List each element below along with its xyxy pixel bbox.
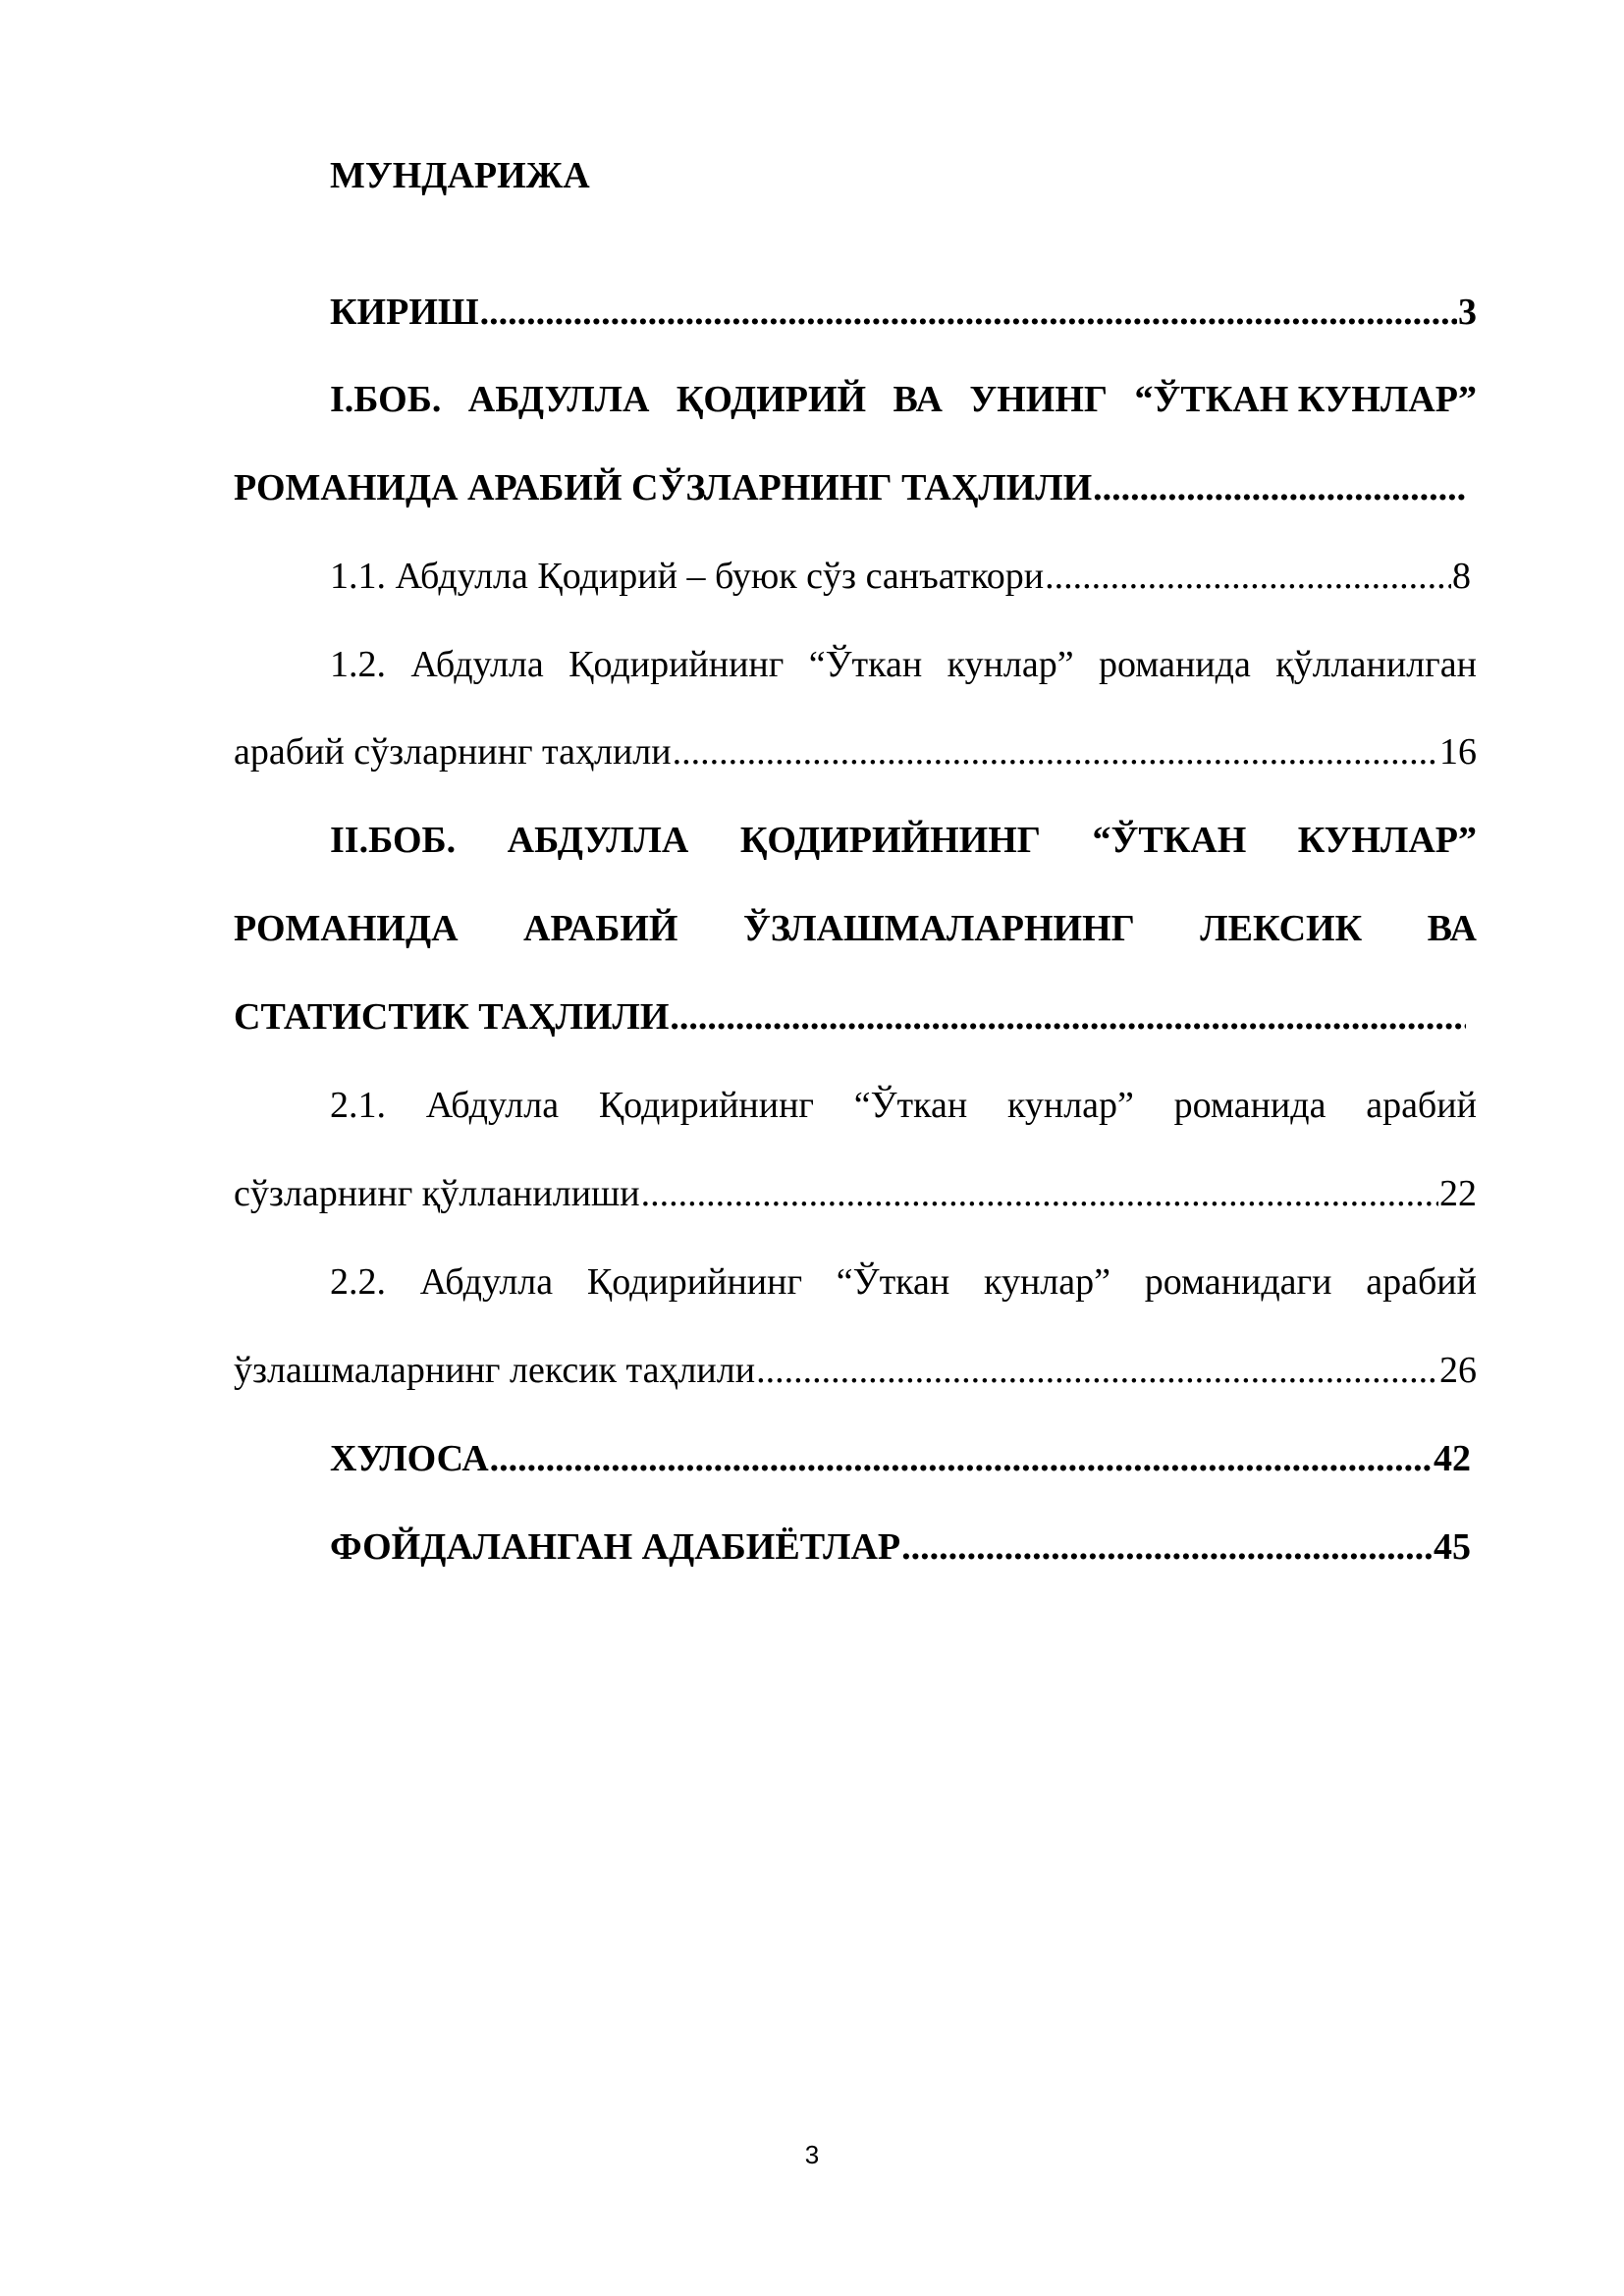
chapter2-word: АРАБИЙ (523, 908, 678, 949)
chapter1-word: “ЎТКАН КУНЛАР” (1134, 379, 1477, 420)
toc-word: “Ўткан (808, 644, 923, 685)
toc-word: қўлланилган (1275, 644, 1477, 685)
chapter1-title-line2 (234, 464, 1467, 511)
toc-entry-label: 1.1. Абдулла Қодирий – буюк сўз санъаткори (330, 556, 1045, 597)
toc-word: Абдулла (425, 1085, 560, 1126)
toc-entry-2-1-line2 (234, 1170, 1477, 1217)
chapter1-word: ҚОДИРИЙ (676, 379, 867, 420)
toc-word: арабий (1366, 1085, 1477, 1126)
toc-entry-1-2-line2 (234, 728, 1477, 775)
toc-entry-2-2-line2 (234, 1347, 1477, 1394)
chapter2-title-line1 (330, 817, 1477, 864)
toc-word: 1.2. (330, 644, 386, 685)
chapter2-word: ВА (1427, 908, 1477, 949)
chapter2-word: КУНЛАР” (1297, 820, 1477, 861)
chapter2-title-line2 (234, 905, 1477, 952)
toc-entry-label: ўзлашмаларнинг лексик таҳлили (234, 1350, 756, 1391)
chapter2-word: II.БОБ. (330, 820, 457, 861)
toc-entry-conclusion (330, 1435, 1471, 1482)
toc-word: Абдулла (410, 644, 544, 685)
toc-word: кунлар” (947, 644, 1074, 685)
dot-leader (490, 1435, 1433, 1482)
chapter1-word: АБДУЛЛА (467, 379, 650, 420)
toc-page-number: 22 (1439, 1173, 1477, 1214)
toc-word: Абдулла (419, 1261, 554, 1303)
toc-word: кунлар” (1006, 1085, 1134, 1126)
toc-page-number: 45 (1434, 1526, 1471, 1568)
toc-entry-2-2-line1 (330, 1258, 1477, 1306)
dot-leader (670, 993, 1466, 1041)
chapter2-word: ЛЕКСИК (1200, 908, 1363, 949)
toc-word: романидаги (1144, 1261, 1332, 1303)
toc-word: Қодирийнинг (568, 644, 785, 685)
chapter1-title-text: РОМАНИДА АРАБИЙ СЎЗЛАРНИНГ ТАҲЛИЛИ (234, 467, 1093, 508)
dot-leader (901, 1523, 1433, 1571)
toc-entry-references (330, 1523, 1471, 1571)
toc-word: кунлар” (984, 1261, 1110, 1303)
chapter2-word: ЎЗЛАШМАЛАРНИНГ (742, 908, 1135, 949)
dot-leader (641, 1170, 1438, 1217)
chapter2-word: “ЎТКАН (1092, 820, 1247, 861)
chapter2-word: АБДУЛЛА (507, 820, 689, 861)
toc-entry-label: ФОЙДАЛАНГАН АДАБИЁТЛАР (330, 1526, 901, 1568)
page-number: 3 (804, 2140, 820, 2169)
toc-entry-label: ХУЛОСА (330, 1438, 489, 1479)
toc-page-number: 26 (1439, 1350, 1477, 1391)
toc-word: “Ўткан (836, 1261, 950, 1303)
toc-word: арабий (1366, 1261, 1477, 1303)
chapter2-title-text: СТАТИСТИК ТАҲЛИЛИ (234, 996, 670, 1038)
toc-entry-label: арабий сўзларнинг таҳлили (234, 731, 672, 773)
chapter1-word: УНИНГ (969, 379, 1109, 420)
toc-heading: МУНДАРИЖА (330, 155, 590, 196)
chapter2-word: РОМАНИДА (234, 908, 459, 949)
toc-page-number: 42 (1434, 1438, 1471, 1479)
chapter1-word: I.БОБ. (330, 379, 442, 420)
toc-entry-label: КИРИШ (330, 292, 479, 333)
toc-word: 2.2. (330, 1261, 386, 1303)
chapter1-word: ВА (893, 379, 943, 420)
toc-entry-1-2-line1 (330, 641, 1477, 688)
toc-entry-1-1 (330, 553, 1471, 600)
chapter2-title-line3 (234, 993, 1467, 1041)
toc-word: Қодирийнинг (598, 1085, 815, 1126)
toc-page-number: 16 (1439, 731, 1477, 773)
toc-word: романида (1173, 1085, 1326, 1126)
dot-leader (1093, 464, 1466, 511)
dot-leader (480, 289, 1457, 336)
dot-leader (756, 1347, 1438, 1394)
toc-word: романида (1099, 644, 1251, 685)
toc-page-number: 8 (1452, 556, 1471, 597)
toc-page-number: 3 (1458, 292, 1477, 333)
dot-leader (1045, 553, 1451, 600)
toc-entry-2-1-line1 (330, 1082, 1477, 1129)
toc-word: Қодирийнинг (586, 1261, 803, 1303)
chapter2-word: ҚОДИРИЙНИНГ (739, 820, 1041, 861)
toc-word: “Ўткан (853, 1085, 968, 1126)
chapter1-title-line1 (330, 376, 1477, 423)
toc-word: 2.1. (330, 1085, 386, 1126)
toc-entry-intro (330, 289, 1477, 336)
toc-entry-label: сўзларнинг қўлланилиши (234, 1173, 640, 1214)
dot-leader (673, 728, 1438, 775)
